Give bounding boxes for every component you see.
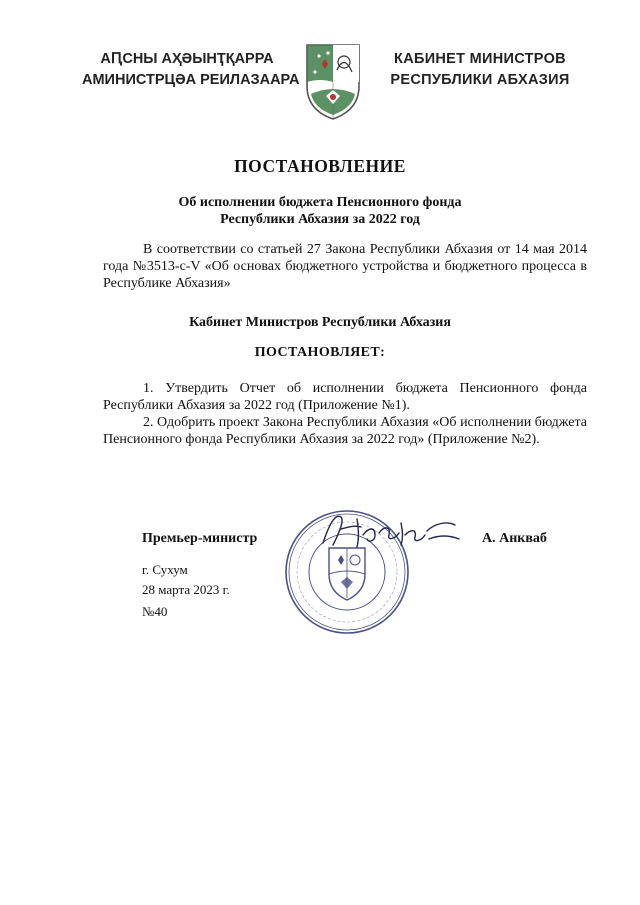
issuer-line: Кабинет Министров Республики Абхазия: [189, 315, 451, 330]
document-date: 28 марта 2023 г.: [142, 582, 230, 597]
document-title: ПОСТАНОВЛЕНИЕ: [234, 156, 406, 176]
signatory-name: А. Анкваб: [482, 531, 547, 546]
document-number: №40: [142, 604, 168, 619]
subtitle-line2: Республики Абхазия за 2022 год: [220, 212, 420, 227]
list-item: 2. Одобрить проект Закона Республики Абхазия «Об исполнении бюджета Пенсионного фонда Республики Абхазия за 2022 год» (Приложение №2).: [103, 415, 587, 447]
handwritten-signature-icon: [315, 505, 465, 555]
preamble-paragraph: В соответствии со статьей 27 Закона Республики Абхазия от 14 мая 2014 года №3513-с-V «Об основах бюджетного устройства и бюджетного процесса в Республике Абхазия»: [103, 242, 587, 291]
decree-heading: ПОСТАНОВЛЯЕТ:: [254, 345, 386, 360]
list-item: 1. Утвердить Отчет об исполнении бюджета Пенсионного фонда Республики Абхазия за 2022 год (Приложение №1).: [103, 381, 587, 413]
header-left-abkhaz: [82, 49, 300, 91]
header-right-russian: [390, 49, 570, 91]
header-left-line1: АԤСНЫ АҲӘЫНҬҚАРРА: [100, 51, 274, 67]
signatory-position: Премьер-министр: [142, 531, 258, 546]
subtitle-line1: Об исполнении бюджета Пенсионного фонда: [178, 195, 462, 210]
document-subtitle: [0, 194, 640, 228]
header-right-line1: КАБИНЕТ МИНИСТРОВ: [394, 51, 566, 67]
header-right-line2: РЕСПУБЛИКИ АБХАЗИЯ: [390, 72, 570, 88]
header-left-line2: АМИНИСТРЦӘА РЕИЛАЗААРА: [82, 72, 300, 88]
document-city: г. Сухум: [142, 562, 188, 577]
coat-of-arms-icon: [304, 42, 362, 122]
